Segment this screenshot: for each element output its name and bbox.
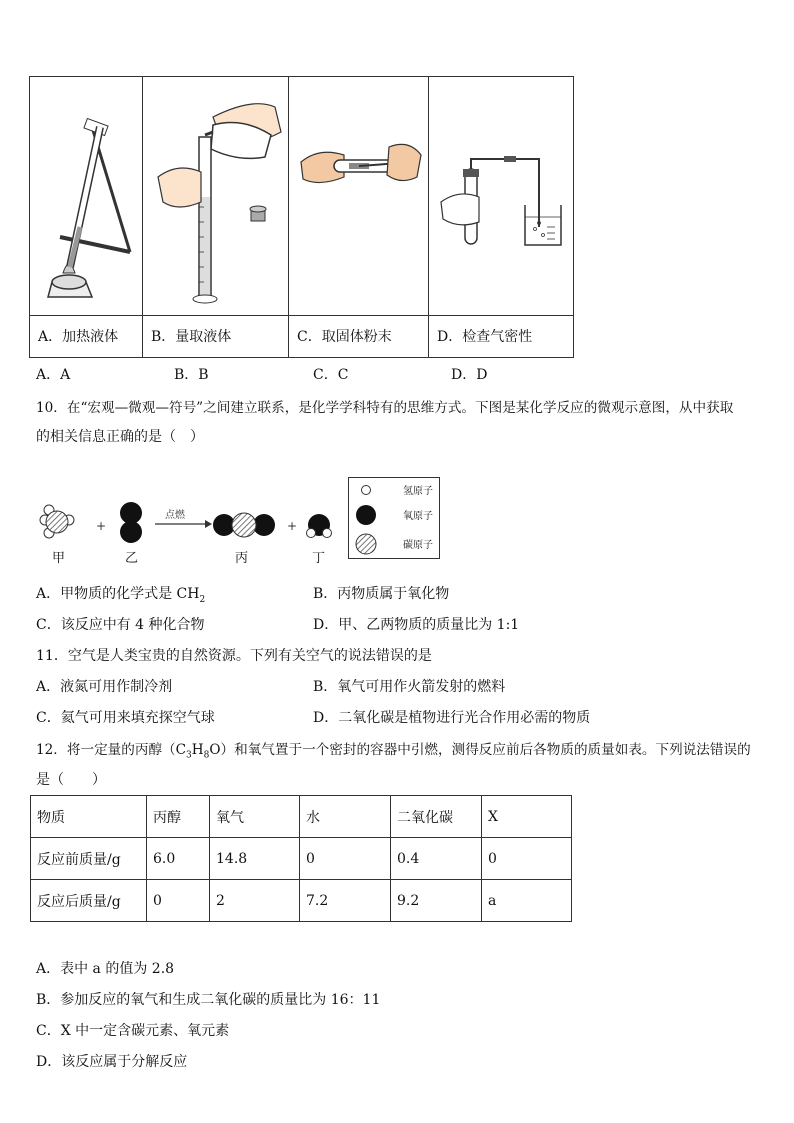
legend-carbon: 碳原子 — [403, 540, 433, 551]
q9-option-b[interactable]: B．B — [174, 367, 209, 383]
molecule-bing — [213, 513, 275, 537]
experiment-cell-a — [30, 77, 143, 357]
label-yi: 乙 — [125, 551, 139, 566]
q12-option-c[interactable]: C．X 中一定含碳元素、氧元素 — [36, 1023, 230, 1039]
experiment-caption-c: C．取固体粉末 — [297, 329, 392, 345]
airtightness-check-image — [429, 77, 573, 316]
table-header-cell: 氧气 — [210, 796, 300, 838]
q12-option-d[interactable]: D．该反应属于分解反应 — [36, 1054, 188, 1070]
table-cell: 0 — [147, 880, 210, 922]
atom-legend — [348, 477, 440, 559]
q12-option-a[interactable]: A．表中 a 的值为 2.8 — [36, 961, 175, 977]
q10-stem-line1: 10．在“宏观—微观—符号”之间建立联系，是化学学科特有的思维方式。下图是某化学反应的微观示意图，从中获取 — [36, 400, 734, 416]
label-jia: 甲 — [52, 551, 66, 566]
table-cell: 7.2 — [300, 880, 391, 922]
q9-option-a[interactable]: A．A — [36, 367, 71, 383]
experiment-caption-d: D．检查气密性 — [437, 329, 533, 345]
table-cell: 14.8 — [210, 838, 300, 880]
table-header-cell: 水 — [300, 796, 391, 838]
molecule-jia — [40, 505, 74, 538]
q12-option-b[interactable]: B．参加反应的氧气和生成二氧化碳的质量比为 16：11 — [36, 992, 381, 1008]
label-ding: 丁 — [312, 551, 326, 566]
table-cell: 0 — [300, 838, 391, 880]
q12-stem-line1: 12．将一定量的丙醇$(C_3H_8O)$和氧气置于一个密封的容器中引燃，测得反应前后各物质的质量如表。下列说法错误的 — [36, 742, 751, 761]
q11-option-b[interactable]: B．氧气可用作火箭发射的燃料 — [313, 679, 506, 695]
measuring-liquid-image — [143, 77, 288, 316]
table-row — [31, 880, 572, 922]
legend-hydrogen: 氢原子 — [403, 486, 433, 497]
table-cell: 9.2 — [391, 880, 482, 922]
q11-option-d[interactable]: D．二氧化碳是植物进行光合作用必需的物质 — [313, 710, 591, 726]
molecule-ding — [307, 514, 332, 538]
q11-option-c[interactable]: C．氦气可用来填充探空气球 — [36, 710, 215, 726]
table-cell: 0.4 — [391, 838, 482, 880]
q11-stem: 11．空气是人类宝贵的自然资源。下列有关空气的说法错误的是 — [36, 648, 432, 664]
plus-sign-1: + — [96, 519, 107, 533]
experiment-caption-b: B．量取液体 — [151, 329, 232, 345]
experiment-caption-a: A．加热液体 — [38, 329, 119, 345]
q9-option-d[interactable]: D．D — [451, 367, 488, 383]
q10-option-d[interactable]: D．甲、乙两物质的质量比为 1:1 — [313, 617, 520, 633]
mass-data-table — [30, 795, 572, 922]
label-bing: 丙 — [235, 551, 249, 566]
table-header-cell: 二氧化碳 — [391, 796, 482, 838]
experiment-table — [29, 76, 574, 358]
q9-option-c[interactable]: C．C — [313, 367, 349, 383]
q12-stem-line2: 是（ ） — [36, 772, 106, 788]
table-cell: 反应前质量/g — [31, 838, 147, 880]
heating-liquid-image — [30, 77, 142, 316]
table-header-cell: 丙醇 — [147, 796, 210, 838]
plus-sign-2: + — [287, 519, 298, 533]
table-cell: a — [482, 880, 572, 922]
table-cell: 6.0 — [147, 838, 210, 880]
hydrogen-atom-icon — [362, 486, 371, 495]
table-cell: 0 — [482, 838, 572, 880]
oxygen-atom-icon — [356, 505, 376, 525]
molecule-yi — [120, 502, 142, 543]
table-header-cell: X — [482, 796, 572, 838]
taking-powder-image — [289, 77, 428, 316]
legend-oxygen: 氧原子 — [403, 511, 433, 522]
experiment-cell-b — [143, 77, 289, 357]
table-header-row — [31, 796, 572, 838]
arrow-label: 点燃 — [165, 510, 185, 521]
table-row — [31, 838, 572, 880]
experiment-cell-d — [429, 77, 573, 357]
table-header-cell: 物质 — [31, 796, 147, 838]
q10-option-b[interactable]: B．丙物质属于氧化物 — [313, 586, 450, 602]
carbon-atom-icon — [356, 534, 376, 554]
q10-option-a[interactable]: A．甲物质的化学式是 $CH_2$ — [36, 586, 206, 605]
q10-option-c[interactable]: C．该反应中有 4 种化合物 — [36, 617, 205, 633]
q11-option-a[interactable]: A．液氮可用作制冷剂 — [36, 679, 173, 695]
table-cell: 2 — [210, 880, 300, 922]
table-cell: 反应后质量/g — [31, 880, 147, 922]
experiment-cell-c — [289, 77, 429, 357]
q10-stem-line2: 的相关信息正确的是（ ） — [36, 429, 204, 445]
